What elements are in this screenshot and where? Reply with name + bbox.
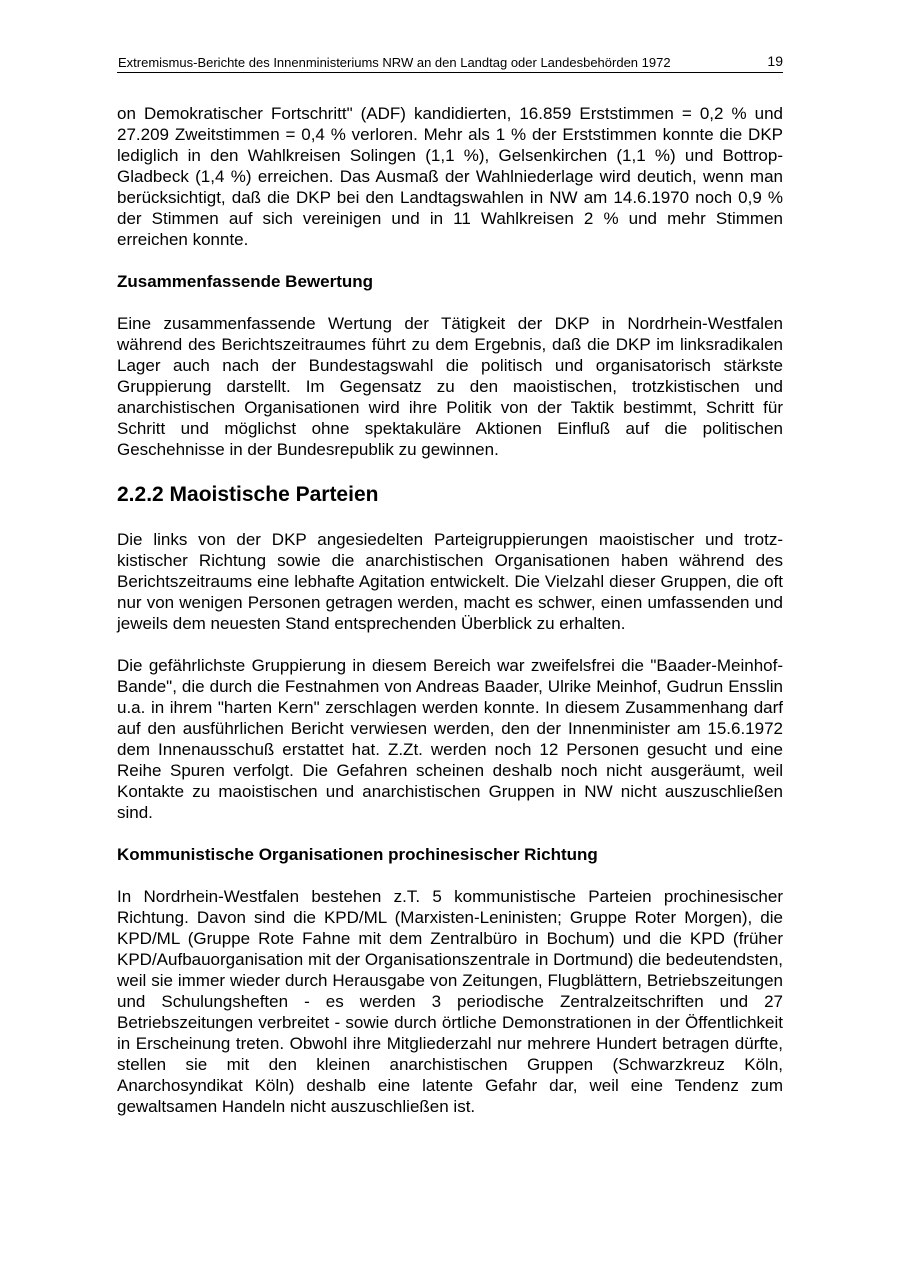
subheading-communist-organizations: Kommunistische Organisationen prochinesischer Richtung <box>117 845 598 864</box>
running-header <box>117 52 783 73</box>
paragraph-summary: Eine zusammenfassende Wertung der Tätigkeit der DKP in Nordrhein-Westfalen während des Berichtszeitraumes führt zu dem Ergebnis, daß die DKP im linksradikalen Lager auch nach der Bundestagswahl die politisch und organisatorisch stärkste Gruppierung darstellt. Im Gegensatz zu den maoistischen, trotzkistischen und anarchistischen Organisationen wird ihre Politik von der Taktik bestimmt, Schritt für Schritt und möglichst ohne spektakuläre Aktionen Einfluß auf die politischen Geschehnisse in der Bundesrepublik zu gewinnen. <box>117 314 783 459</box>
page-number: 19 <box>767 53 783 69</box>
paragraph-baader-meinhof: Die gefährlichste Gruppierung in diesem Bereich war zweifelsfrei die "Baader-Meinhof-Bande", die durch die Festnahmen von Andreas Baader, Ulrike Meinhof, Gudrun Ensslin u.a. in ihrem "harten Kern" zerschlagen werden konnte. In diesem Zusammenhang darf auf den ausführlichen Bericht verwiesen werden, den der Innenminister am 15.6.1972 dem Innenausschuß erstattet hat. Z.Zt. werden noch 12 Personen gesucht und eine Reihe Spuren verfolgt. Die Gefahren scheinen deshalb noch nicht ausgeräumt, weil Kontakte zu maoistischen und anarchistischen Gruppen in NW nicht auszuschließen sind. <box>117 656 783 822</box>
paragraph-election-results: on Demokratischer Fortschritt" (ADF) kandidierten, 16.859 Erststimmen = 0,2 % und 27.209 Zweitstimmen = 0,4 % verloren. Mehr als 1 % der Erststimmen konnte die DKP lediglich in den Wahlkreisen Solingen (1,1 %), Gelsenkirchen (1,1 %) und Bottrop-Gladbeck (1,4 %) erreichen. Das Ausmaß der Wahlniederlage wird deutich, wenn man berücksichtigt, daß die DKP bei den Landtagswahlen in NW am 14.6.1970 noch 0,9 % der Stimmen auf sich vereinigen und in 11 Wahlkreisen 2 % und mehr Stimmen erreichen konnte. <box>117 104 783 249</box>
paragraph-maoist-intro: Die links von der DKP angesiedelten Parteigruppierungen maoistischer und trotzkistischer Richtung sowie die anarchistischen Organisationen haben während des Berichtszeitraums eine lebhafte Agitation entwickelt. Die Vielzahl dieser Gruppen, die oft nur von wenigen Personen getragen werden, macht es schwer, einen umfassenden und jeweils dem neuesten Stand entsprechenden Überblick zu erhalten. <box>117 530 783 633</box>
document-body <box>117 103 783 1117</box>
header-title: Extremismus-Berichte des Innenministeriums NRW an den Landtag oder Landesbehörden 1972 <box>118 55 671 70</box>
paragraph-communist-organizations: In Nordrhein-Westfalen bestehen z.T. 5 kommunistische Parteien prochinesischer Richtung. Davon sind die KPD/ML (Marxisten-Leninisten; Gruppe Roter Morgen), die KPD/ML (Gruppe Rote Fahne mit dem Zentralbüro in Bochum) und die KPD (früher KPD/Aufbauorganisation mit der Organisationszentrale in Dortmund) die bedeutendsten, weil sie immer wieder durch Herausgabe von Zeitungen, Flugblättern, Betriebszeitungen und Schulungsheften - es werden 3 periodische Zentralzeitschriften und 27 Betriebszeitungen verbreitet - sowie durch örtliche Demonstrationen in der Öffentlichkeit in Erscheinung treten. Obwohl ihre Mitgliederzahl nur mehrere Hundert betragen dürfte, stellen sie mit den kleinen anarchistischen Gruppen (Schwarzkreuz Köln, Anarchosyndikat Köln) deshalb eine latente Gefahr dar, weil eine Tendenz zum gewaltsamen Handeln nicht auszuschließen ist. <box>117 887 783 1116</box>
subheading-summary: Zusammenfassende Bewertung <box>117 272 374 291</box>
section-heading-maoist-parties: 2.2.2 Maoistische Parteien <box>117 483 379 506</box>
